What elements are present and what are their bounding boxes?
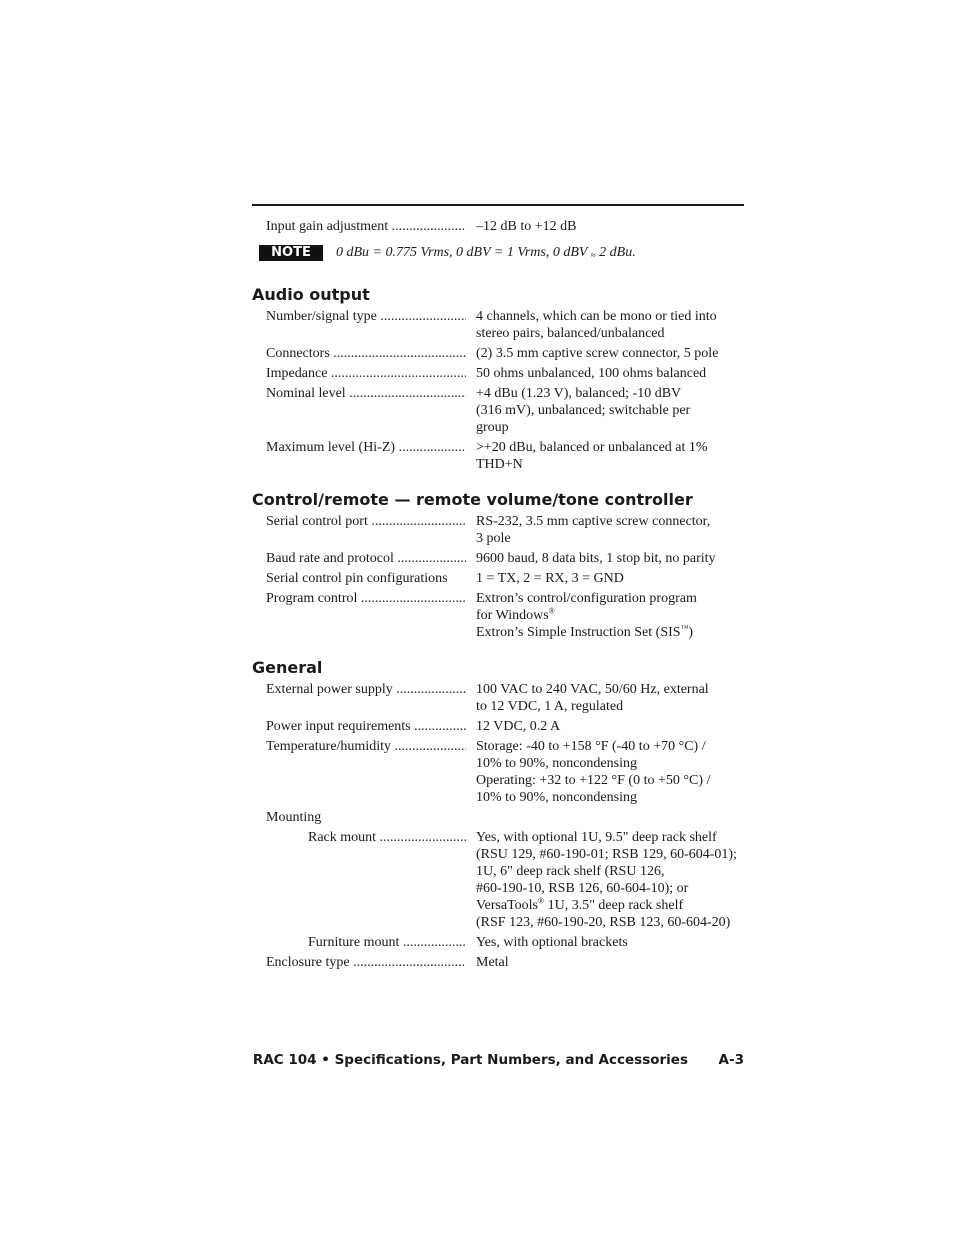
spec-label: Baud rate and protocol .....: [266, 550, 466, 567]
approx-symbol: ≈: [590, 250, 596, 260]
spec-label: Temperature/humidity .....: [266, 738, 466, 755]
spec-value-line: +4 dBu (1.23 V), balanced; -10 dBV: [476, 386, 682, 401]
spec-content: [252, 218, 752, 974]
spec-label: Enclosure type .....: [266, 954, 466, 971]
spec-value-line: Yes, with optional brackets: [476, 935, 628, 950]
spec-label: Input gain adjustment .....: [266, 218, 466, 235]
spec-value-line: 10% to 90%, noncondensing: [476, 756, 637, 771]
spec-row: [252, 738, 752, 806]
spec-row: [252, 681, 752, 715]
spec-value-line: THD+N: [476, 457, 523, 472]
spec-label: Serial control pin configurations: [266, 571, 448, 586]
note-callout: [252, 243, 752, 263]
spec-value-line: 4 channels, which can be mono or tied into: [476, 309, 717, 324]
spec-value-line: 100 VAC to 240 VAC, 50/60 Hz, external: [476, 682, 709, 697]
spec-label: Number/signal type .....: [266, 308, 466, 325]
spec-value-line: (RSF 123, #60-190-20, RSB 123, 60-604-20): [476, 915, 731, 930]
spec-value-line: (316 mV), unbalanced; switchable per: [476, 403, 691, 418]
note-badge: NOTE: [259, 245, 323, 261]
spec-row: [252, 439, 752, 473]
section-heading-audio-output: Audio output: [252, 285, 370, 304]
top-rule: [252, 204, 744, 206]
spec-row-mounting: [252, 809, 752, 826]
spec-value-line: stereo pairs, balanced/unbalanced: [476, 326, 665, 341]
registered-mark: ®: [538, 896, 545, 906]
spec-row: [252, 550, 752, 567]
spec-label: Connectors .....: [266, 345, 466, 362]
spec-value-line: group: [476, 420, 509, 435]
spec-value-line: 10% to 90%, noncondensing: [476, 790, 637, 805]
spec-row: [252, 365, 752, 382]
spec-value-line: RS-232, 3.5 mm captive screw connector,: [476, 514, 711, 529]
spec-value-line: Storage: -40 to +158 °F (-40 to +70 °C) /: [476, 739, 706, 754]
note-text: 0 dBu = 0.775 Vrms, 0 dBV = 1 Vrms, 0 dBV ≈ 2 dBu.: [336, 245, 636, 260]
spec-label: External power supply .....: [266, 681, 466, 698]
spec-value: –12 dB to +12 dB: [476, 219, 577, 234]
spec-row: [252, 385, 752, 436]
spec-row-rack-mount: [252, 829, 752, 931]
spec-value-line: 9600 baud, 8 data bits, 1 stop bit, no parity: [476, 551, 716, 566]
section-heading-control: Control/remote — remote volume/tone controller: [252, 490, 693, 509]
spec-row: [252, 570, 752, 587]
spec-label: Nominal level .....: [266, 385, 466, 402]
spec-value-line: to 12 VDC, 1 A, regulated: [476, 699, 624, 714]
spec-label: Maximum level (Hi-Z) .....: [266, 439, 466, 456]
spec-label: Rack mount .....: [308, 829, 466, 846]
spec-value-line: 12 VDC, 0.2 A: [476, 719, 561, 734]
spec-value-line: (RSU 129, #60-190-01; RSB 129, 60-604-01);: [476, 847, 737, 862]
spec-value-line: 1 = TX, 2 = RX, 3 = GND: [476, 571, 624, 586]
spec-label: Mounting: [266, 810, 322, 825]
spec-row-furniture-mount: [252, 934, 752, 951]
spec-value-line: Metal: [476, 955, 509, 970]
spec-row: [252, 590, 752, 641]
spec-value-line: Extron’s control/configuration program: [476, 591, 697, 606]
spec-label: Furniture mount .....: [308, 934, 466, 951]
spec-label: Power input requirements .....: [266, 718, 466, 735]
spec-label: Program control .....: [266, 590, 466, 607]
footer-title: RAC 104 • Specifications, Part Numbers, and Accessories: [252, 1052, 688, 1068]
spec-value-line: 3 pole: [476, 531, 511, 546]
spec-row-enclosure: [252, 954, 752, 971]
section-heading-general: General: [252, 658, 323, 677]
spec-value-line: #60-190-10, RSB 126, 60-604-10); or: [476, 881, 689, 896]
spec-value-line: Extron’s Simple Instruction Set (SIS™): [476, 623, 694, 640]
spec-label: Impedance .....: [266, 365, 466, 382]
spec-label: Serial control port .....: [266, 513, 466, 530]
spec-row: [252, 513, 752, 547]
spec-value-line: (2) 3.5 mm captive screw connector, 5 pole: [476, 346, 719, 361]
registered-mark: ®: [548, 606, 555, 616]
spec-row: [252, 718, 752, 735]
spec-value-line: 1U, 6" deep rack shelf (RSU 126,: [476, 864, 665, 879]
spec-row: [252, 308, 752, 342]
spec-value-line: VersaTools® 1U, 3.5" deep rack shelf: [476, 896, 684, 913]
spec-value-line: >+20 dBu, balanced or unbalanced at 1%: [476, 440, 708, 455]
audio-output-rows: [252, 308, 752, 473]
spec-value-line: Yes, with optional 1U, 9.5" deep rack shelf: [476, 830, 717, 845]
general-rows: [252, 681, 752, 806]
trademark-mark: ™: [680, 623, 689, 633]
page-number: A-3: [718, 1052, 744, 1068]
spec-value-line: 50 ohms unbalanced, 100 ohms balanced: [476, 366, 707, 381]
spec-row: [252, 345, 752, 362]
spec-value-line: Operating: +32 to +122 °F (0 to +50 °C) /: [476, 773, 711, 788]
spec-row-input-gain: [252, 218, 752, 235]
spec-value-line: for Windows®: [476, 606, 555, 623]
